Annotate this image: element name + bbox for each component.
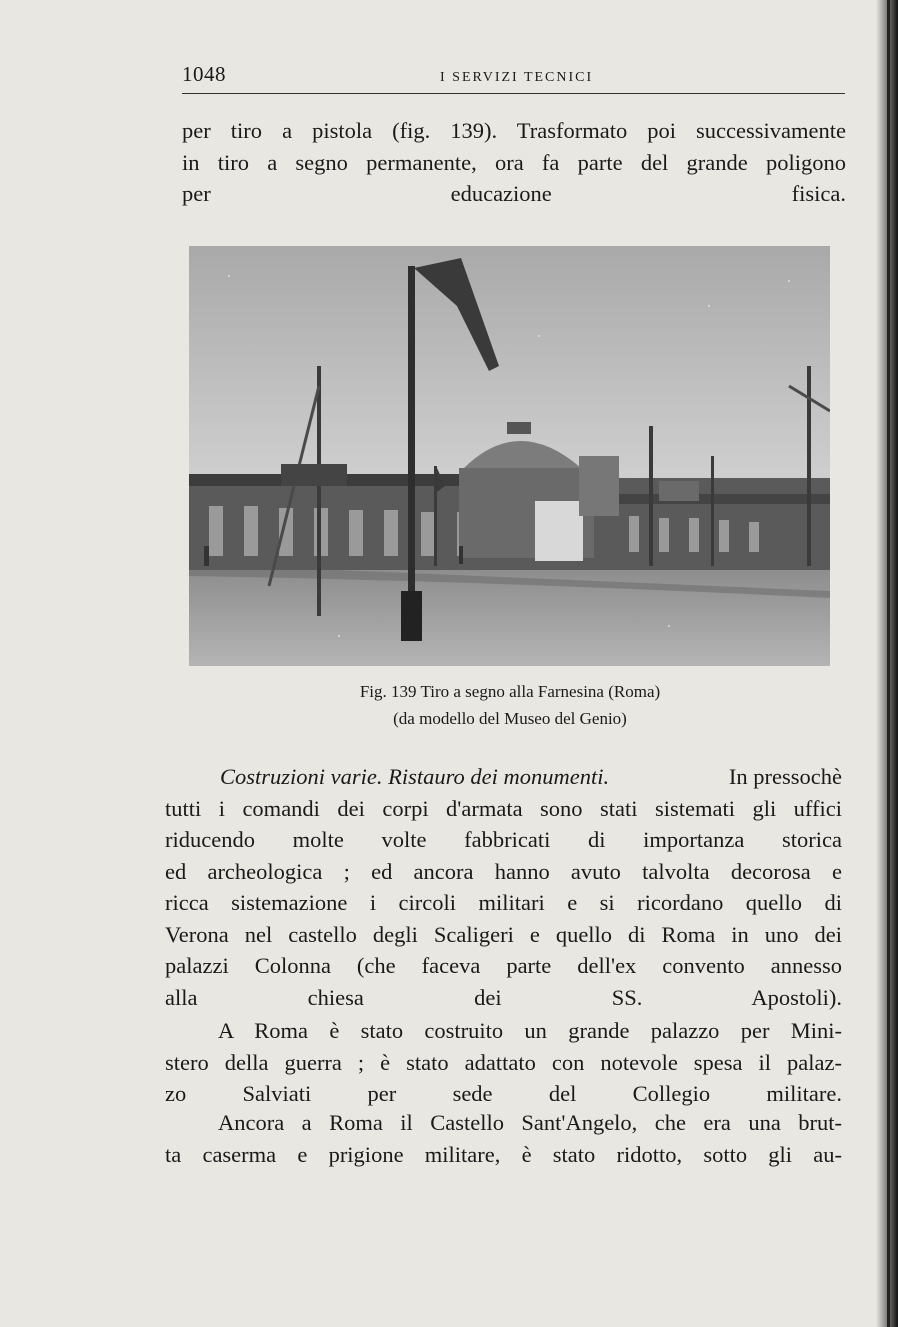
- text-line: riducendo molte volte fabbricati di importanza storica: [165, 827, 842, 852]
- text-line: palazzi Colonna (che faceva parte dell'ex convento annesso: [165, 953, 842, 978]
- paragraph-3: [165, 1015, 842, 1110]
- text-line: zo Salviati per sede del Collegio militare.: [165, 1081, 842, 1106]
- caption-line: Fig. 139 Tiro a segno alla Farnesina (Roma): [359, 682, 661, 701]
- paragraph-4: [165, 1107, 842, 1170]
- text-line: per educazione fisica.: [182, 181, 846, 206]
- photo-illustration: [189, 246, 830, 666]
- text-line: A Roma è stato costruito un grande palazzo per Mini-: [218, 1018, 842, 1043]
- text-line: tutti i comandi dei corpi d'armata sono stati sistemati gli uffici: [165, 795, 842, 821]
- figure-caption: [230, 678, 790, 732]
- page-number: 1048: [182, 62, 226, 86]
- text-line: alla chiesa dei SS. Apostoli).: [165, 984, 842, 1010]
- text-fragment: In pressochè: [728, 764, 842, 789]
- text-line: ta caserma e prigione militare, è stato ridotto, sotto gli au-: [165, 1141, 842, 1167]
- text-line: Verona nel castello degli Scaligeri e quello di Roma in uno dei: [165, 921, 842, 947]
- running-head: I SERVIZI TECNICI: [440, 70, 594, 85]
- page-header: [182, 62, 845, 94]
- text-line: ed archeologica ; ed ancora hanno avuto talvolta decorosa e: [165, 858, 842, 884]
- paragraph-2: [165, 761, 842, 1013]
- text-line: per tiro a pistola (fig. 139). Trasformato poi successivamente: [182, 118, 846, 143]
- text-line: Ancora a Roma il Castello Sant'Angelo, che era una brut-: [218, 1110, 842, 1135]
- text-line: ricca sistemazione i circoli militari e si ricordano quello di: [165, 890, 842, 915]
- text-line: stero della guerra ; è stato adattato con notevole spesa il palaz-: [165, 1049, 842, 1075]
- figure-photo: [189, 246, 830, 666]
- text-line: in tiro a segno permanente, ora fa parte del grande poligono: [182, 149, 846, 175]
- text-line: [182, 761, 842, 793]
- header-rule: [182, 93, 845, 94]
- paragraph-1: [182, 115, 846, 210]
- page-edge-shadow: [876, 0, 898, 1327]
- section-heading: Costruzioni varie. Ristauro dei monumenti.: [220, 764, 610, 789]
- caption-line: (da modello del Museo del Genio): [393, 709, 627, 728]
